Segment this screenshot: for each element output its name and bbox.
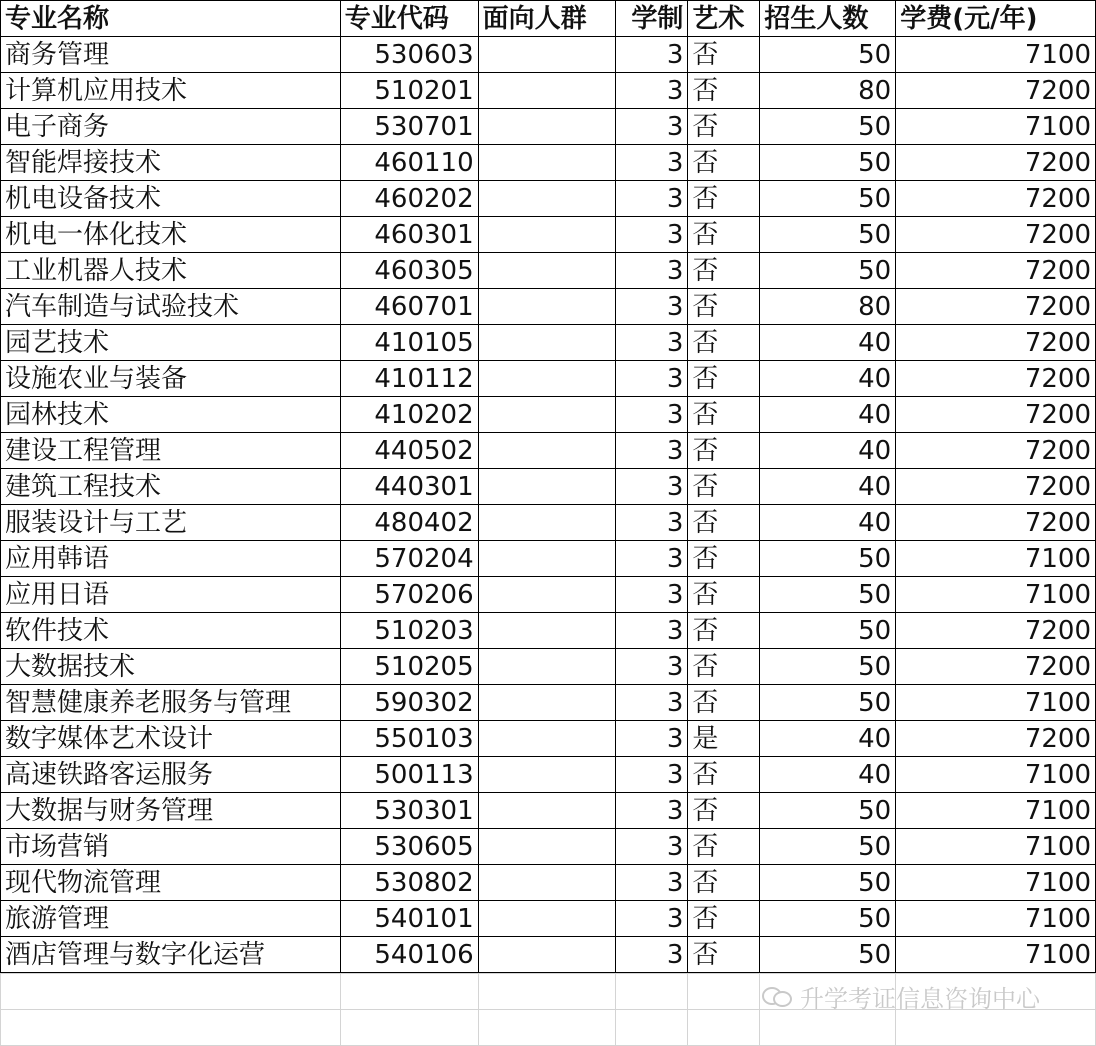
cell-name[interactable]: 应用韩语 — [1, 541, 341, 577]
cell-audience[interactable] — [478, 937, 616, 973]
cell-duration[interactable]: 3 — [616, 469, 688, 505]
cell-code[interactable]: 500113 — [340, 757, 478, 793]
cell-tuition[interactable]: 7200 — [896, 397, 1096, 433]
cell-art[interactable]: 否 — [688, 541, 760, 577]
header-cell-enrollment[interactable]: 招生人数 — [760, 1, 896, 37]
cell-enrollment[interactable]: 50 — [760, 577, 896, 613]
cell-enrollment[interactable]: 50 — [760, 181, 896, 217]
header-cell-duration[interactable]: 学制 — [616, 1, 688, 37]
table-row — [1, 757, 1096, 793]
cell-duration[interactable]: 3 — [616, 37, 688, 73]
table-row — [1, 721, 1096, 757]
cell-name[interactable]: 服装设计与工艺 — [1, 505, 341, 541]
cell-duration[interactable]: 3 — [616, 793, 688, 829]
table-row — [1, 109, 1096, 145]
cell-duration[interactable]: 3 — [616, 757, 688, 793]
cell-audience[interactable] — [478, 685, 616, 721]
empty-cell[interactable] — [616, 974, 688, 1010]
cell-audience[interactable] — [478, 649, 616, 685]
cell-tuition[interactable]: 7200 — [896, 469, 1096, 505]
cell-art[interactable]: 否 — [688, 397, 760, 433]
cell-duration[interactable]: 3 — [616, 109, 688, 145]
cell-audience[interactable] — [478, 181, 616, 217]
cell-enrollment[interactable]: 50 — [760, 109, 896, 145]
cell-duration[interactable]: 3 — [616, 181, 688, 217]
cell-art[interactable]: 否 — [688, 577, 760, 613]
cell-name[interactable]: 智慧健康养老服务与管理 — [1, 685, 341, 721]
cell-art[interactable]: 否 — [688, 901, 760, 937]
cell-name[interactable]: 电子商务 — [1, 109, 341, 145]
cell-code[interactable]: 410105 — [340, 325, 478, 361]
cell-art[interactable]: 否 — [688, 361, 760, 397]
cell-code[interactable]: 460701 — [340, 289, 478, 325]
cell-art[interactable]: 否 — [688, 793, 760, 829]
cell-code[interactable]: 440502 — [340, 433, 478, 469]
cell-art[interactable]: 否 — [688, 181, 760, 217]
cell-audience[interactable] — [478, 73, 616, 109]
cell-code[interactable]: 590302 — [340, 685, 478, 721]
cell-duration[interactable]: 3 — [616, 433, 688, 469]
cell-audience[interactable] — [478, 541, 616, 577]
cell-audience[interactable] — [478, 613, 616, 649]
table-row — [1, 289, 1096, 325]
table-row — [1, 649, 1096, 685]
cell-art[interactable]: 否 — [688, 865, 760, 901]
cell-name[interactable]: 园艺技术 — [1, 325, 341, 361]
cell-enrollment[interactable]: 50 — [760, 901, 896, 937]
cell-duration[interactable]: 3 — [616, 649, 688, 685]
cell-enrollment[interactable]: 50 — [760, 685, 896, 721]
cell-audience[interactable] — [478, 865, 616, 901]
cell-tuition[interactable]: 7200 — [896, 145, 1096, 181]
cell-audience[interactable] — [478, 397, 616, 433]
cell-name[interactable]: 软件技术 — [1, 613, 341, 649]
cell-name[interactable]: 汽车制造与试验技术 — [1, 289, 341, 325]
cell-audience[interactable] — [478, 217, 616, 253]
cell-art[interactable]: 否 — [688, 505, 760, 541]
cell-enrollment[interactable]: 40 — [760, 433, 896, 469]
cell-enrollment[interactable]: 50 — [760, 649, 896, 685]
cell-tuition[interactable]: 7100 — [896, 793, 1096, 829]
empty-cell[interactable] — [896, 1010, 1096, 1046]
wechat-icon — [762, 985, 792, 1007]
cell-art[interactable]: 否 — [688, 937, 760, 973]
cell-name[interactable]: 建筑工程技术 — [1, 469, 341, 505]
cell-art[interactable]: 否 — [688, 649, 760, 685]
cell-art[interactable]: 否 — [688, 289, 760, 325]
cell-enrollment[interactable]: 50 — [760, 217, 896, 253]
cell-name[interactable]: 商务管理 — [1, 37, 341, 73]
empty-cell[interactable] — [760, 1010, 896, 1046]
cell-name[interactable]: 机电一体化技术 — [1, 217, 341, 253]
table-row — [1, 217, 1096, 253]
cell-audience[interactable] — [478, 433, 616, 469]
cell-code[interactable]: 460301 — [340, 217, 478, 253]
cell-code[interactable]: 440301 — [340, 469, 478, 505]
cell-tuition[interactable]: 7200 — [896, 361, 1096, 397]
cell-art[interactable]: 否 — [688, 433, 760, 469]
cell-tuition[interactable]: 7200 — [896, 181, 1096, 217]
cell-duration[interactable]: 3 — [616, 685, 688, 721]
cell-art[interactable]: 否 — [688, 37, 760, 73]
cell-tuition[interactable]: 7100 — [896, 109, 1096, 145]
cell-code[interactable]: 410112 — [340, 361, 478, 397]
cell-duration[interactable]: 3 — [616, 577, 688, 613]
cell-enrollment[interactable]: 80 — [760, 73, 896, 109]
table-row — [1, 361, 1096, 397]
cell-tuition[interactable]: 7100 — [896, 37, 1096, 73]
empty-cell[interactable] — [688, 1010, 760, 1046]
header-cell-tuition[interactable]: 学费(元/年) — [896, 1, 1096, 37]
cell-name[interactable]: 工业机器人技术 — [1, 253, 341, 289]
table-row — [1, 325, 1096, 361]
header-row — [1, 1, 1096, 37]
cell-name[interactable]: 大数据技术 — [1, 649, 341, 685]
empty-cell[interactable] — [688, 974, 760, 1010]
cell-tuition[interactable]: 7100 — [896, 577, 1096, 613]
cell-tuition[interactable]: 7200 — [896, 649, 1096, 685]
cell-code[interactable]: 460110 — [340, 145, 478, 181]
cell-duration[interactable]: 3 — [616, 397, 688, 433]
table-row — [1, 865, 1096, 901]
table-row — [1, 433, 1096, 469]
cell-enrollment[interactable]: 40 — [760, 325, 896, 361]
cell-audience[interactable] — [478, 289, 616, 325]
cell-tuition[interactable]: 7100 — [896, 685, 1096, 721]
cell-duration[interactable]: 3 — [616, 217, 688, 253]
cell-name[interactable]: 园林技术 — [1, 397, 341, 433]
cell-art[interactable]: 否 — [688, 109, 760, 145]
watermark — [762, 978, 1040, 1014]
cell-code[interactable]: 410202 — [340, 397, 478, 433]
cell-enrollment[interactable]: 80 — [760, 289, 896, 325]
cell-art[interactable]: 否 — [688, 325, 760, 361]
cell-code[interactable]: 510201 — [340, 73, 478, 109]
cell-code[interactable]: 540106 — [340, 937, 478, 973]
cell-enrollment[interactable]: 50 — [760, 145, 896, 181]
cell-duration[interactable]: 3 — [616, 721, 688, 757]
cell-tuition[interactable]: 7100 — [896, 937, 1096, 973]
cell-audience[interactable] — [478, 793, 616, 829]
cell-audience[interactable] — [478, 469, 616, 505]
cell-audience[interactable] — [478, 37, 616, 73]
header-cell-art[interactable]: 艺术 — [688, 1, 760, 37]
cell-tuition[interactable]: 7200 — [896, 613, 1096, 649]
cell-tuition[interactable]: 7200 — [896, 325, 1096, 361]
cell-art[interactable]: 否 — [688, 469, 760, 505]
empty-cell[interactable] — [340, 1010, 478, 1046]
table-row — [1, 685, 1096, 721]
cell-art[interactable]: 否 — [688, 757, 760, 793]
cell-name[interactable]: 数字媒体艺术设计 — [1, 721, 341, 757]
cell-tuition[interactable]: 7100 — [896, 757, 1096, 793]
cell-duration[interactable]: 3 — [616, 145, 688, 181]
cell-name[interactable]: 高速铁路客运服务 — [1, 757, 341, 793]
cell-name[interactable]: 计算机应用技术 — [1, 73, 341, 109]
cell-audience[interactable] — [478, 325, 616, 361]
table-row — [1, 469, 1096, 505]
cell-duration[interactable]: 3 — [616, 937, 688, 973]
header-cell-name[interactable]: 专业名称 — [1, 1, 341, 37]
cell-duration[interactable]: 3 — [616, 325, 688, 361]
cell-audience[interactable] — [478, 577, 616, 613]
cell-enrollment[interactable]: 40 — [760, 469, 896, 505]
cell-art[interactable]: 否 — [688, 829, 760, 865]
empty-cell[interactable] — [340, 974, 478, 1010]
cell-code[interactable]: 530701 — [340, 109, 478, 145]
cell-tuition[interactable]: 7200 — [896, 433, 1096, 469]
cell-art[interactable]: 否 — [688, 253, 760, 289]
cell-tuition[interactable]: 7200 — [896, 505, 1096, 541]
cell-enrollment[interactable]: 40 — [760, 505, 896, 541]
table-row — [1, 541, 1096, 577]
cell-tuition[interactable]: 7200 — [896, 289, 1096, 325]
table-row — [1, 73, 1096, 109]
cell-audience[interactable] — [478, 109, 616, 145]
table-row — [1, 937, 1096, 973]
cell-art[interactable]: 否 — [688, 145, 760, 181]
cell-enrollment[interactable]: 40 — [760, 397, 896, 433]
cell-code[interactable]: 540101 — [340, 901, 478, 937]
cell-name[interactable]: 市场营销 — [1, 829, 341, 865]
cell-code[interactable]: 460202 — [340, 181, 478, 217]
cell-name[interactable]: 应用日语 — [1, 577, 341, 613]
cell-duration[interactable]: 3 — [616, 901, 688, 937]
cell-audience[interactable] — [478, 361, 616, 397]
cell-audience[interactable] — [478, 721, 616, 757]
cell-art[interactable]: 否 — [688, 217, 760, 253]
cell-enrollment[interactable]: 50 — [760, 937, 896, 973]
table-row — [1, 793, 1096, 829]
cell-enrollment[interactable]: 40 — [760, 721, 896, 757]
table-row — [1, 829, 1096, 865]
cell-duration[interactable]: 3 — [616, 505, 688, 541]
cell-audience[interactable] — [478, 757, 616, 793]
empty-cell[interactable] — [616, 1010, 688, 1046]
cell-duration[interactable]: 3 — [616, 73, 688, 109]
cell-enrollment[interactable]: 50 — [760, 541, 896, 577]
cell-name[interactable]: 建设工程管理 — [1, 433, 341, 469]
cell-art[interactable]: 是 — [688, 721, 760, 757]
cell-duration[interactable]: 3 — [616, 865, 688, 901]
cell-code[interactable]: 570206 — [340, 577, 478, 613]
table-row — [1, 505, 1096, 541]
cell-name[interactable]: 智能焊接技术 — [1, 145, 341, 181]
cell-tuition[interactable]: 7100 — [896, 541, 1096, 577]
cell-duration[interactable]: 3 — [616, 541, 688, 577]
table-row — [1, 613, 1096, 649]
watermark-text: 升学考证信息咨询中心 — [800, 984, 1040, 1013]
empty-cell[interactable] — [1, 974, 341, 1010]
cell-art[interactable]: 否 — [688, 685, 760, 721]
cell-duration[interactable]: 3 — [616, 289, 688, 325]
cell-art[interactable]: 否 — [688, 613, 760, 649]
table-row — [1, 145, 1096, 181]
table-row — [1, 397, 1096, 433]
cell-tuition[interactable]: 7200 — [896, 217, 1096, 253]
cell-name[interactable]: 机电设备技术 — [1, 181, 341, 217]
cell-enrollment[interactable]: 50 — [760, 37, 896, 73]
cell-enrollment[interactable]: 50 — [760, 253, 896, 289]
cell-code[interactable]: 550103 — [340, 721, 478, 757]
cell-name[interactable]: 酒店管理与数字化运营 — [1, 937, 341, 973]
cell-duration[interactable]: 3 — [616, 613, 688, 649]
cell-code[interactable]: 530301 — [340, 793, 478, 829]
cell-code[interactable]: 530603 — [340, 37, 478, 73]
cell-audience[interactable] — [478, 145, 616, 181]
cell-enrollment[interactable]: 50 — [760, 865, 896, 901]
cell-duration[interactable]: 3 — [616, 829, 688, 865]
cell-tuition[interactable]: 7200 — [896, 721, 1096, 757]
cell-enrollment[interactable]: 50 — [760, 793, 896, 829]
cell-enrollment[interactable]: 50 — [760, 613, 896, 649]
cell-tuition[interactable]: 7100 — [896, 865, 1096, 901]
table-row — [1, 37, 1096, 73]
table-row — [1, 253, 1096, 289]
cell-code[interactable]: 510203 — [340, 613, 478, 649]
empty-cell[interactable] — [478, 1010, 616, 1046]
header-cell-audience[interactable]: 面向人群 — [478, 1, 616, 37]
cell-name[interactable]: 设施农业与装备 — [1, 361, 341, 397]
cell-enrollment[interactable]: 40 — [760, 757, 896, 793]
table-row — [1, 577, 1096, 613]
cell-audience[interactable] — [478, 505, 616, 541]
header-cell-code[interactable]: 专业代码 — [340, 1, 478, 37]
cell-code[interactable]: 460305 — [340, 253, 478, 289]
empty-cell[interactable] — [1, 1010, 341, 1046]
table-row — [1, 181, 1096, 217]
cell-duration[interactable]: 3 — [616, 253, 688, 289]
cell-enrollment[interactable]: 50 — [760, 829, 896, 865]
cell-art[interactable]: 否 — [688, 73, 760, 109]
cell-tuition[interactable]: 7200 — [896, 73, 1096, 109]
empty-row — [1, 1010, 1096, 1046]
cell-code[interactable]: 510205 — [340, 649, 478, 685]
cell-name[interactable]: 大数据与财务管理 — [1, 793, 341, 829]
cell-enrollment[interactable]: 40 — [760, 361, 896, 397]
table-row — [1, 901, 1096, 937]
cell-name[interactable]: 现代物流管理 — [1, 865, 341, 901]
empty-cell[interactable] — [478, 974, 616, 1010]
cell-code[interactable]: 480402 — [340, 505, 478, 541]
cell-code[interactable]: 530605 — [340, 829, 478, 865]
cell-code[interactable]: 530802 — [340, 865, 478, 901]
cell-audience[interactable] — [478, 901, 616, 937]
table-body — [1, 1, 1096, 973]
cell-tuition[interactable]: 7100 — [896, 901, 1096, 937]
cell-audience[interactable] — [478, 829, 616, 865]
cell-duration[interactable]: 3 — [616, 361, 688, 397]
cell-audience[interactable] — [478, 253, 616, 289]
cell-code[interactable]: 570204 — [340, 541, 478, 577]
cell-tuition[interactable]: 7100 — [896, 829, 1096, 865]
cell-tuition[interactable]: 7200 — [896, 253, 1096, 289]
cell-name[interactable]: 旅游管理 — [1, 901, 341, 937]
